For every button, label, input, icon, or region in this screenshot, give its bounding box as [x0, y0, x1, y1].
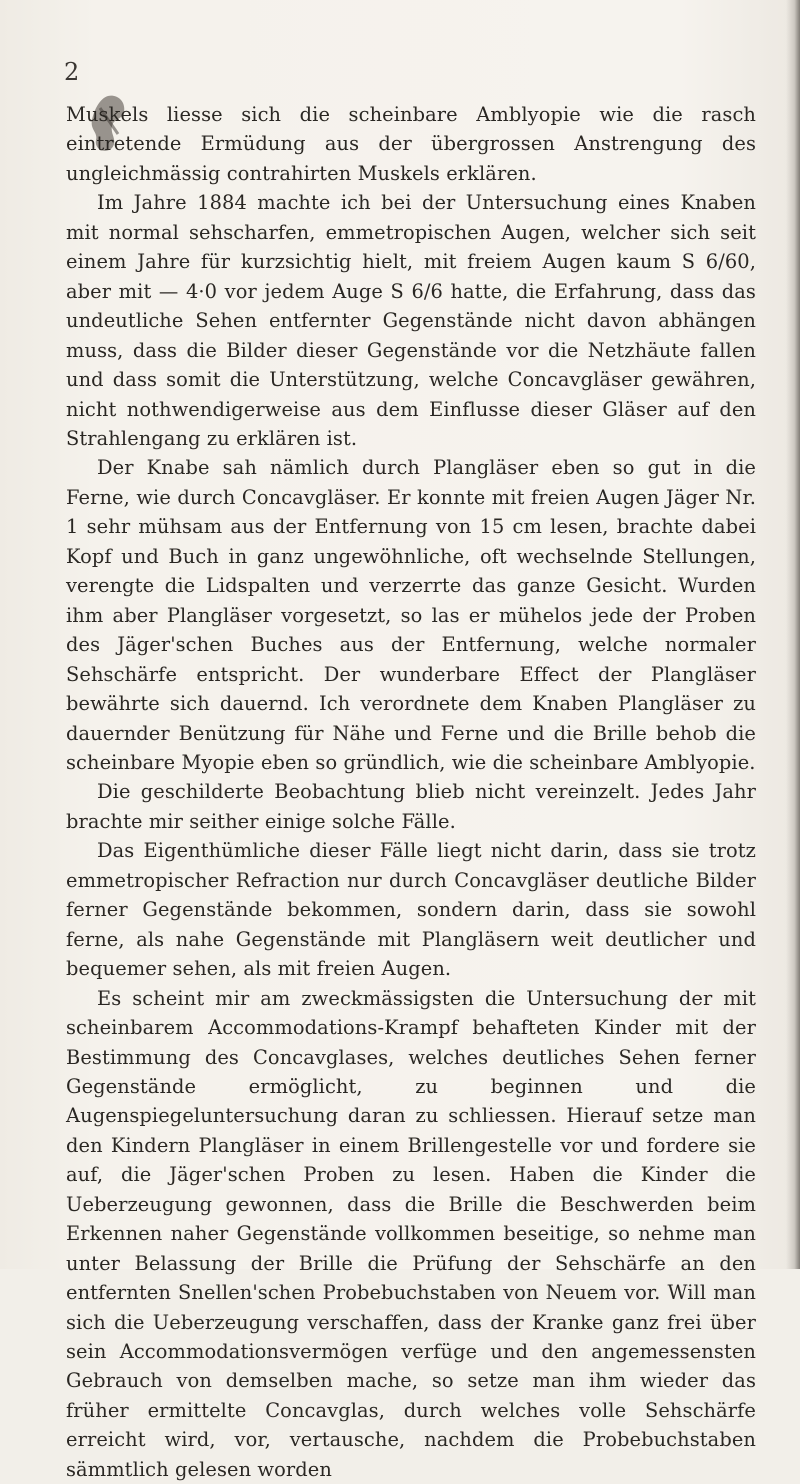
- page-edge-shadow: [786, 0, 800, 1269]
- body-text: [66, 100, 756, 1484]
- paragraph-continuation: Muskels liesse sich die scheinbare Amblyopie wie die rasch eintretende Ermüdung aus der übergrossen Anstrengung des ungleichmässig contrahirten Muskels erklären.: [66, 103, 756, 185]
- paragraph: Es scheint mir am zweckmässigsten die Untersuchung der mit scheinbarem Accommodations-Krampf behafteten Kinder mit der Bestimmung des Concavglases, welches deutliches Sehen ferner Gegenstände ermöglicht, zu beginnen und die Augenspiegeluntersuchung daran zu schliessen. Hierauf setze man den Kindern Plangläser in einem Brillengestelle vor und fordere sie auf, die Jäger'schen Proben zu lesen. Haben die Kinder die Ueberzeugung gewonnen, dass die Brille die Beschwerden beim Erkennen naher Gegenstände vollkommen beseitige, so nehme man unter Belassung der Brille die Prüfung der Sehschärfe an den entfernten Snellen'schen Probebuchstaben von Neuem vor. Will man sich die Ueberzeugung verschaffen, dass der Kranke ganz frei über sein Accommodationsvermögen verfüge und den angemessensten Gebrauch von demselben mache, so setze man ihm wieder das früher ermittelte Concavglas, durch welches volle Sehschärfe erreicht wird, vor, vertausche, nachdem die Probebuchstaben sämmtlich gelesen worden: [66, 986, 756, 1481]
- paragraph: Der Knabe sah nämlich durch Plangläser eben so gut in die Ferne, wie durch Concavgläser. Er konnte mit freien Augen Jäger Nr. 1 sehr mühsam aus der Entfernung von 15 cm lesen, brachte dabei Kopf und Buch in ganz ungewöhnliche, oft wechselnde Stellungen, verengte die Lidspalten und verzerrte das ganze Gesicht. Wurden ihm aber Plangläser vorgesetzt, so las er mühelos jede der Proben des Jäger'schen Buches aus der Entfernung, welche normaler Sehschärfe entspricht. Der wunderbare Effect der Plangläser bewährte sich dauernd. Ich verordnete dem Knaben Plangläser zu dauernder Benützung für Nähe und Ferne und die Brille behob die scheinbare Myopie eben so gründlich, wie die scheinbare Amblyopie.: [66, 456, 756, 774]
- paragraph: Im Jahre 1884 machte ich bei der Untersuchung eines Knaben mit normal sehscharfen, emmetropischen Augen, welcher sich seit einem Jahre für kurzsichtig hielt, mit freiem Augen kaum S 6/60, aber mit — 4·0 vor jedem Auge S 6/6 hatte, die Erfahrung, dass das undeutliche Sehen entfernter Gegenstände nicht davon abhängen muss, dass die Bilder dieser Gegenstände vor die Netzhäute fallen und dass somit die Unterstützung, welche Concavgläser gewähren, nicht nothwendigerweise aus dem Einflusse dieser Gläser auf den Strahlengang zu erklären ist.: [66, 191, 756, 450]
- page-number: 2: [64, 58, 80, 86]
- paragraph: Die geschilderte Beobachtung blieb nicht vereinzelt. Jedes Jahr brachte mir seither einige solche Fälle.: [66, 780, 756, 833]
- paragraph: Das Eigenthümliche dieser Fälle liegt nicht darin, dass sie trotz emmetropischer Refraction nur durch Concavgläser deutliche Bilder ferner Gegenstände bekommen, sondern darin, dass sie sowohl ferne, als nahe Gegenstände mit Plangläsern weit deutlicher und bequemer sehen, als mit freien Augen.: [66, 839, 756, 981]
